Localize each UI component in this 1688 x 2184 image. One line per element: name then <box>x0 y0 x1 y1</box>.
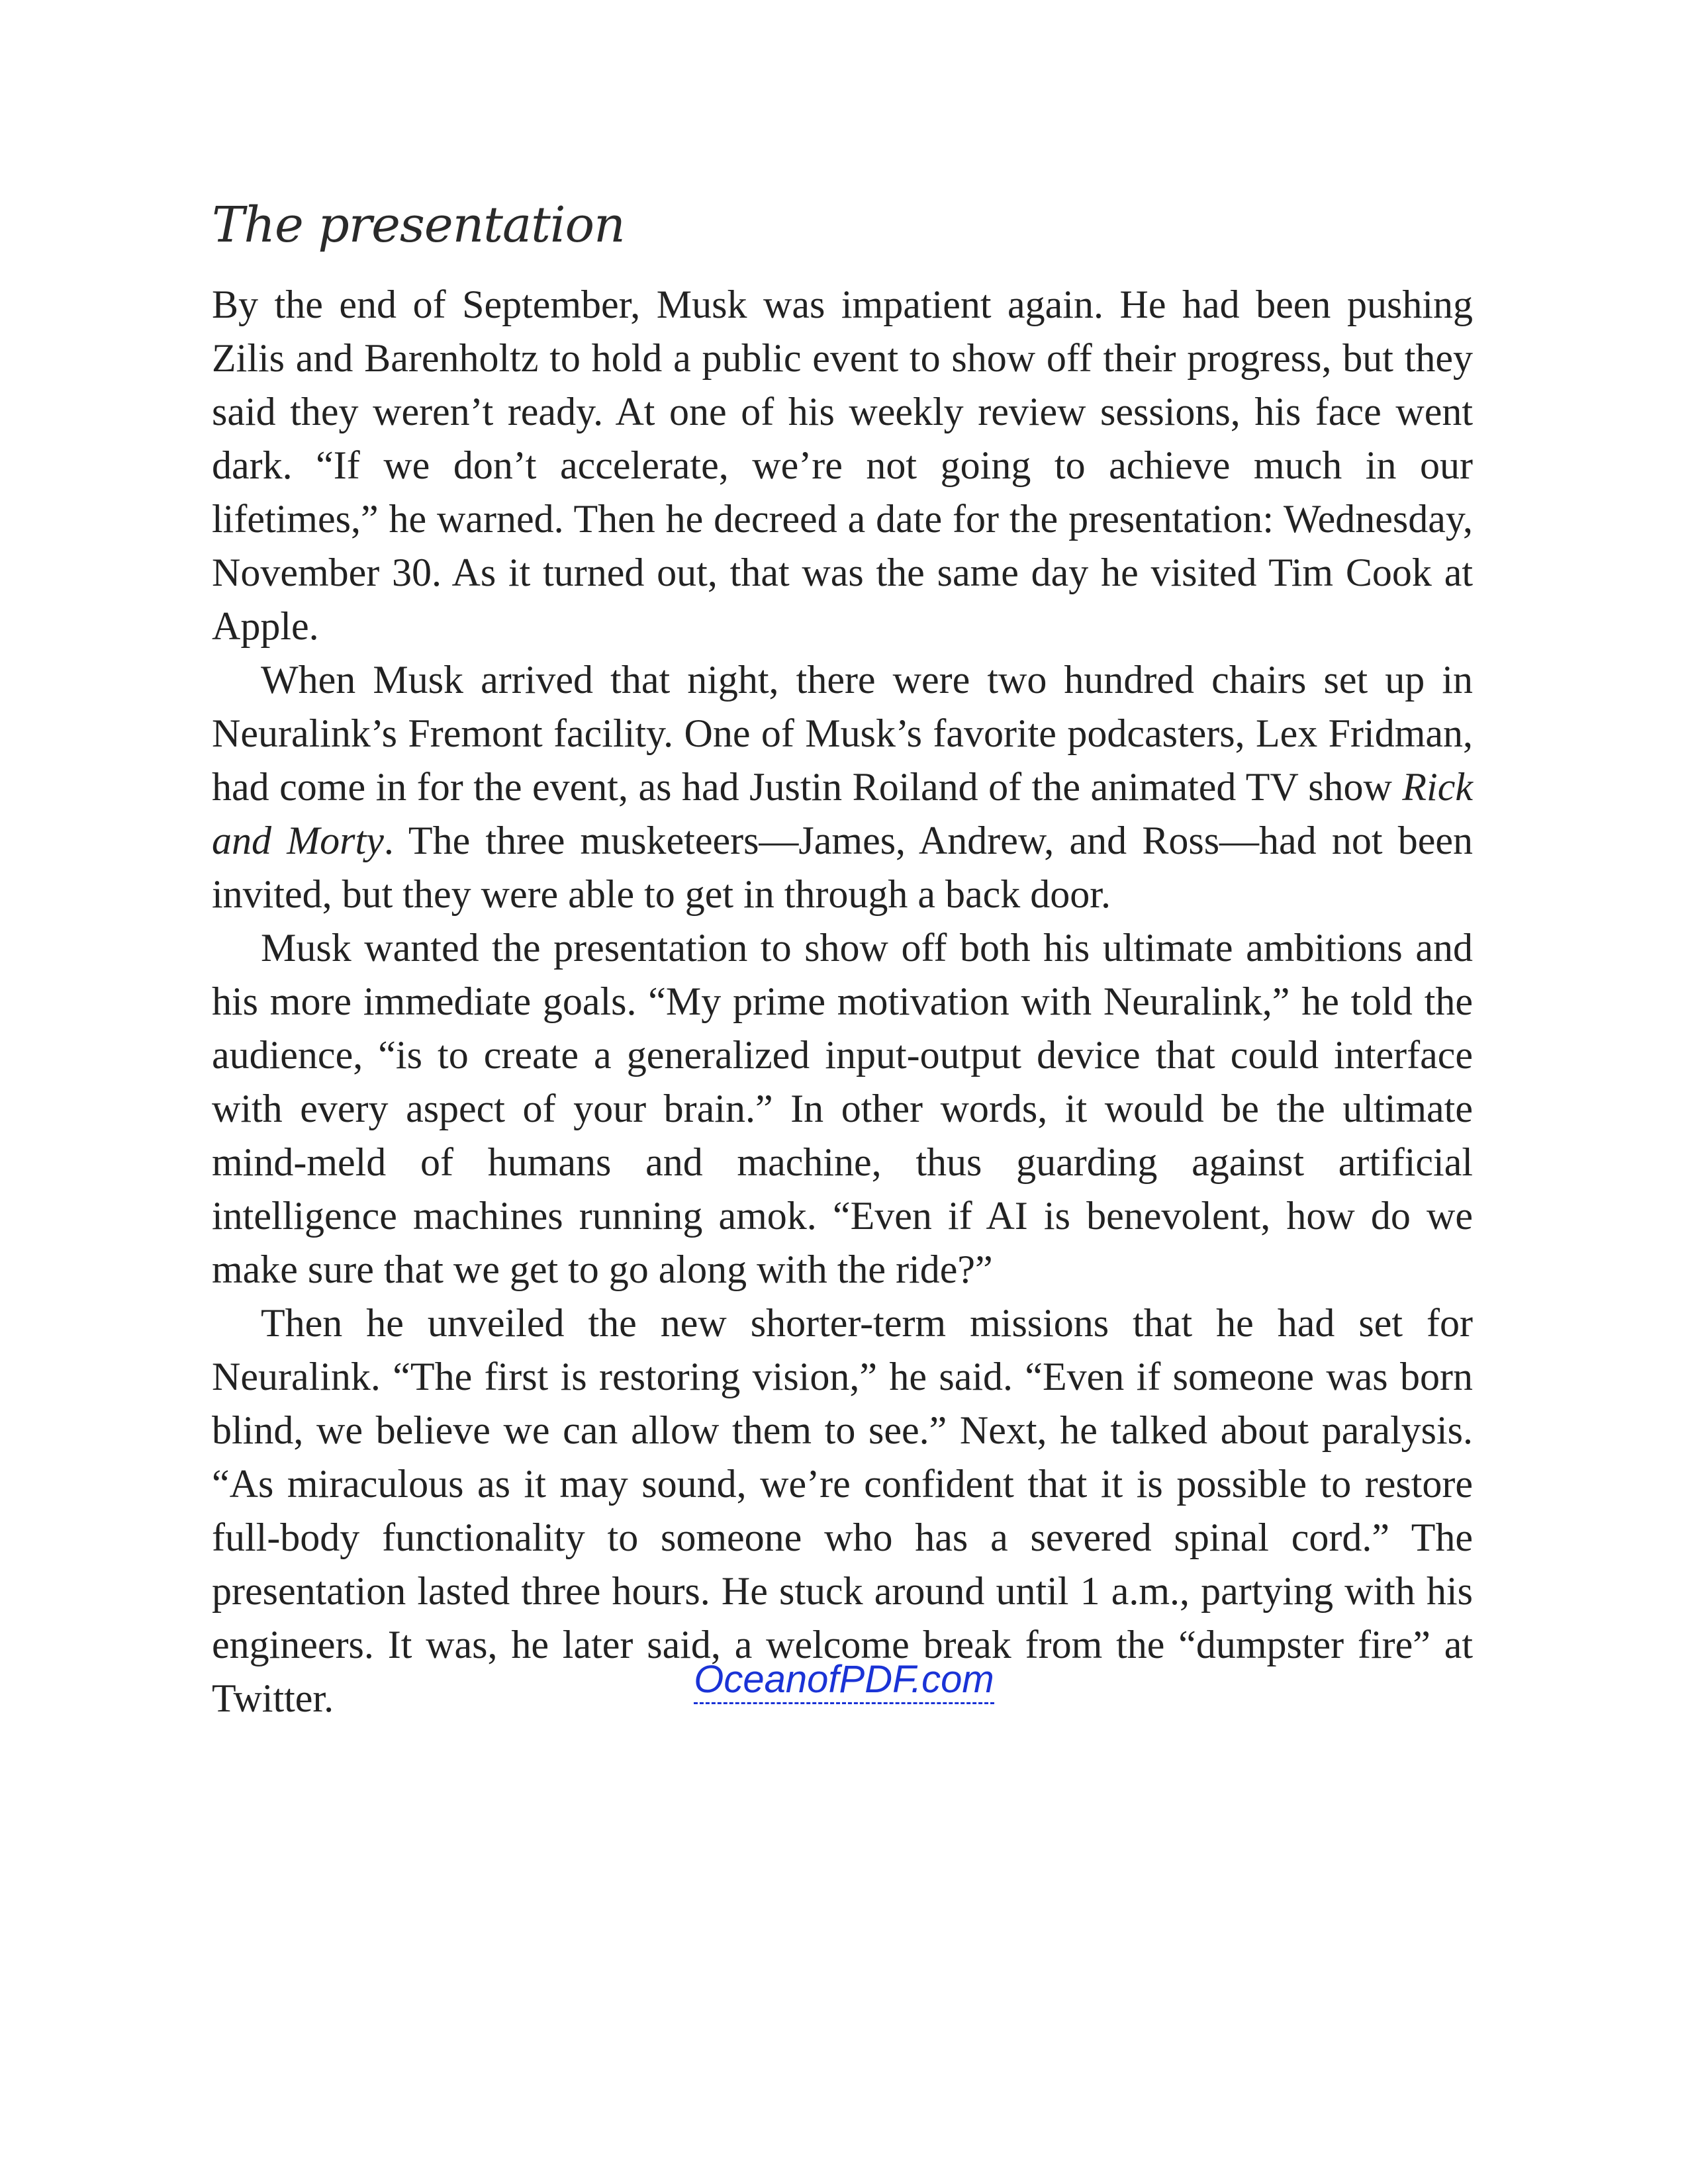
footer <box>0 1657 1688 1702</box>
paragraph-3: Musk wanted the presentation to show off both his ultimate ambitions and his more immediate goals. “My prime motivation with Neuralink,” he told the audience, “is to create a generalized input-output device that could interface with every aspect of your brain.” In other words, it would be the ultimate mind-meld of humans and machine, thus guarding against artificial intelligence machines running amok. “Even if AI is benevolent, how do we make sure that we get to go along with the ride?” <box>212 926 1473 1291</box>
paragraph-2-text-before: When Musk arrived that night, there were two hundred chairs set up in Neuralink’s Fremont facility. One of Musk’s favorite podcasters, Lex Fridman, had come in for the event, as had Justin Roiland of the animated TV show <box>212 658 1473 809</box>
paragraph-2-text-after: . The three musketeers—James, Andrew, and Ross—had not been invited, but they were able to get in through a back door. <box>212 819 1473 916</box>
paragraph-4: Then he unveiled the new shorter-term missions that he had set for Neuralink. “The first is restoring vision,” he said. “Even if someone was born blind, we believe we can allow them to see.” Next, he talked about paralysis. “As miraculous as it may sound, we’re confident that it is possible to restore full-body functionality to someone who has a severed spinal cord.” The presentation lasted three hours. He stuck around until 1 a.m., partying with his engineers. It was, he later said, a welcome break from the “dumpster fire” at Twitter. <box>212 1301 1473 1720</box>
paragraph-1: By the end of September, Musk was impatient again. He had been pushing Zilis and Barenholtz to hold a public event to show off their progress, but they said they weren’t ready. At one of his weekly review sessions, his face went dark. “If we don’t accelerate, we’re not going to achieve much in our lifetimes,” he warned. Then he decreed a date for the presentation: Wednesday, November 30. As it turned out, that was the same day he visited Tim Cook at Apple. <box>212 283 1473 648</box>
show-title-italic: Rick and Morty <box>212 765 1473 862</box>
section-heading: The presentation <box>212 197 625 253</box>
document-page <box>212 192 1473 1725</box>
paragraph-2 <box>212 653 1473 921</box>
source-link[interactable]: OceanofPDF.com <box>694 1658 994 1704</box>
